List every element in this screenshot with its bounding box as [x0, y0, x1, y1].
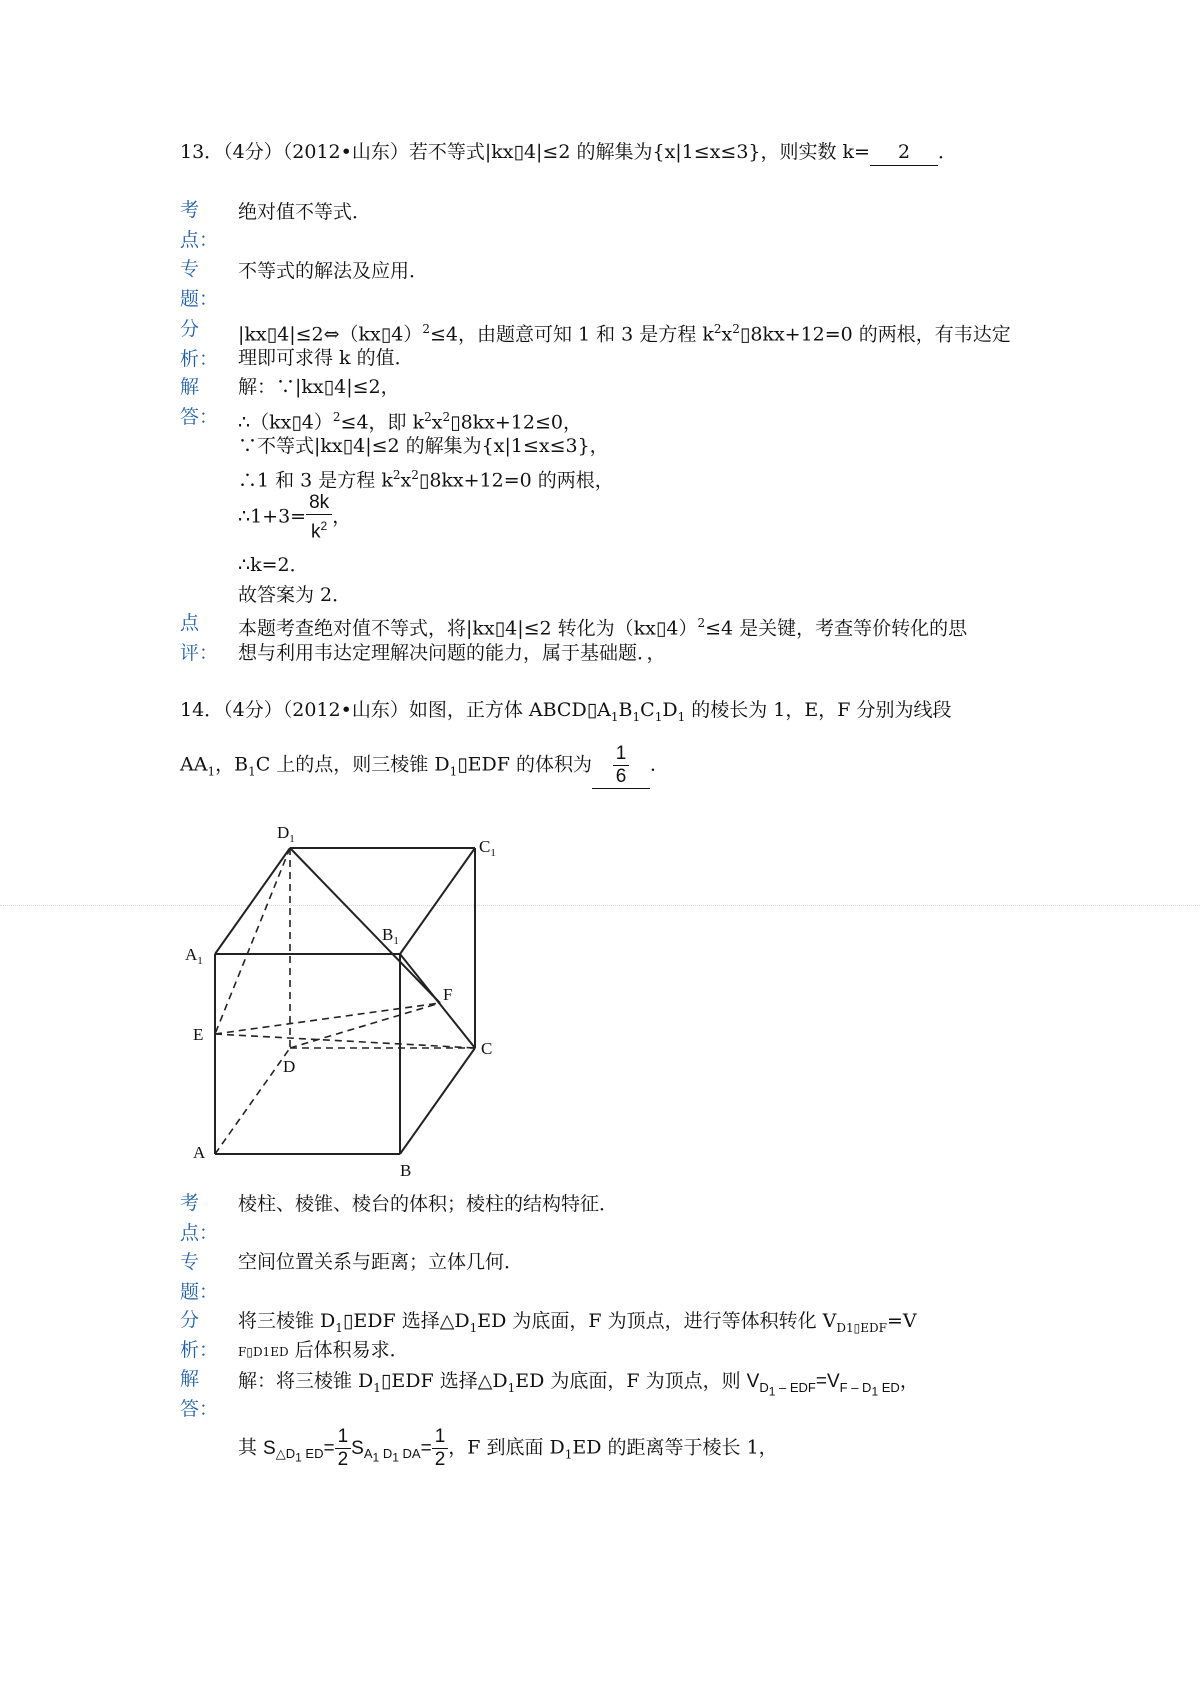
q14-jieda-label: 解 答： — [180, 1368, 219, 1420]
hidden-A-D — [215, 1048, 290, 1154]
missing-glyph: ▯ — [513, 141, 524, 163]
cube-figure — [175, 808, 515, 1180]
q13-jieda-label: 解 答： — [180, 376, 219, 428]
q13-zhuanti-label: 专 题： — [180, 258, 219, 310]
q13-jieda-line7: 故答案为 2． — [238, 584, 352, 606]
q14-answer-blank: $\frac{1}{6}$ — [592, 743, 650, 789]
label-A: A — [193, 1143, 206, 1162]
q13-jieda-line3: ∵不等式|kx▯4|≤2 的解集为{x|1≤x≤3}， — [238, 435, 609, 457]
q13-answer-blank: 2 — [870, 139, 938, 166]
q14-jieda-line1: 解：将三棱锥 $D_1▯EDF$ 选择$\triangle D_1ED$ 为底面，F 为顶点，则 $V_{D_1 - EDF}=V_{F - D_1 ED}$， — [238, 1370, 919, 1399]
q13-kaodian-label: 考 点： — [180, 199, 219, 251]
q13-fenxi-line2: 理即可求得 k 的值． — [238, 347, 414, 369]
q14-fenxi-line1: 将三棱锥 $D_1▯EDF$ 选择$\triangle D_1ED$ 为底面，F 为顶点，进行等体积转化 $V_{D1▯EDF}=V$ — [238, 1310, 917, 1335]
fraction-half: $\frac{1}{2}$ — [335, 1426, 352, 1471]
q13-dianping-line2: 想与利用韦达定理解决问题的能力，属于基础题．， — [238, 642, 666, 664]
fraction-half-2: $\frac{1}{2}$ — [432, 1426, 449, 1471]
edge-A1-D1 — [215, 848, 290, 954]
label-B: B — [400, 1161, 412, 1180]
hidden-E-C — [215, 1034, 475, 1048]
q13-zhuanti: 不等式的解法及应用． — [238, 260, 429, 282]
q14-header-line2: $AA_1$，$B_1C$ 上的点，则三棱锥 $D_1▯EDF$ 的体积为 $\frac{1}{6}$ ． — [180, 743, 670, 787]
hidden-D-F — [290, 1003, 440, 1048]
label-F: F — [443, 985, 453, 1004]
label-D1: $D_1$ — [277, 823, 295, 845]
label-E: E — [193, 1025, 204, 1044]
q14-zhuanti-label: 专 题： — [180, 1251, 219, 1303]
label-B1: $B_1$ — [382, 925, 399, 947]
q13-fenxi-line1: |kx▯4|≤2⇔（kx▯4）$^2$≤4，由题意可知 1 和 3 是方程 $k^2x^2▯8kx+12=0$ 的两根，有韦达定 — [238, 322, 1011, 346]
label-C1: $C_1$ — [479, 837, 496, 859]
q13-jieda-line2: ∴（kx▯4）$^2$≤4，即 $k^2x^2▯8kx+12\le 0$， — [238, 410, 582, 434]
q13-kaodian: 绝对值不等式． — [238, 201, 372, 223]
q14-zhuanti: 空间位置关系与距离；立体几何． — [238, 1251, 524, 1273]
q13-jieda-line4: ∴1 和 3 是方程 $k^2x^2▯8kx+12=0$ 的两根， — [238, 468, 614, 492]
edge-B-C — [400, 1048, 475, 1154]
q13-dianping-label: 点 评： — [180, 612, 219, 664]
q14-fenxi-label: 分 析： — [180, 1309, 219, 1361]
q14-jieda-line2: 其 $S_{\triangle D_1 ED}=$ $\frac{1}{2}$ $S_{A_1 D_1 DA}=$ $\frac{1}{2}$ ，F 到底面 $D_1ED$ 的距离等于棱长 1， — [238, 1426, 778, 1470]
label-A1: $A_1$ — [185, 945, 203, 967]
q13-header: 13．（4分）（2012•山东）若不等式|kx▯4|≤2 的解集为{x|1≤x≤3}，则实数 k= 2 ． — [180, 139, 957, 166]
q13-jieda-line6: ∴k=2． — [238, 554, 309, 576]
q14-kaodian: 棱柱、棱锥、棱台的体积；棱柱的结构特征． — [238, 1193, 619, 1215]
q14-fenxi-line2: F▯D1ED 后体积易求． — [238, 1339, 409, 1361]
label-D: D — [283, 1057, 296, 1076]
hidden-D1-E — [215, 848, 290, 1034]
q13-dianping-line1: 本题考查绝对值不等式，将|kx▯4|≤2 转化为（kx▯4）$^2$≤4 是关键，考查等价转化的思 — [238, 616, 968, 640]
fraction-8k-over-k2: $\frac{8k}{k^2}$ — [306, 492, 332, 543]
hidden-E-F — [215, 1003, 440, 1034]
q13-jieda-line5: ∴1+3= $\frac{8k}{k^2}$ ， — [238, 492, 352, 543]
label-C: C — [481, 1039, 493, 1058]
edge-D1-F — [290, 848, 440, 1003]
q14-kaodian-label: 考 点： — [180, 1192, 219, 1244]
edge-B1-C1 — [400, 848, 475, 954]
q13-fenxi-label: 分 析： — [180, 318, 219, 370]
q13-jieda-line1: 解：∵|kx▯4|≤2， — [238, 376, 400, 398]
q14-header-line1: 14．（4分）（2012•山东）如图，正方体 $ABCD▯A_1B_1C_1D_1$ 的棱长为 1，E，F 分别为线段 — [180, 699, 952, 724]
